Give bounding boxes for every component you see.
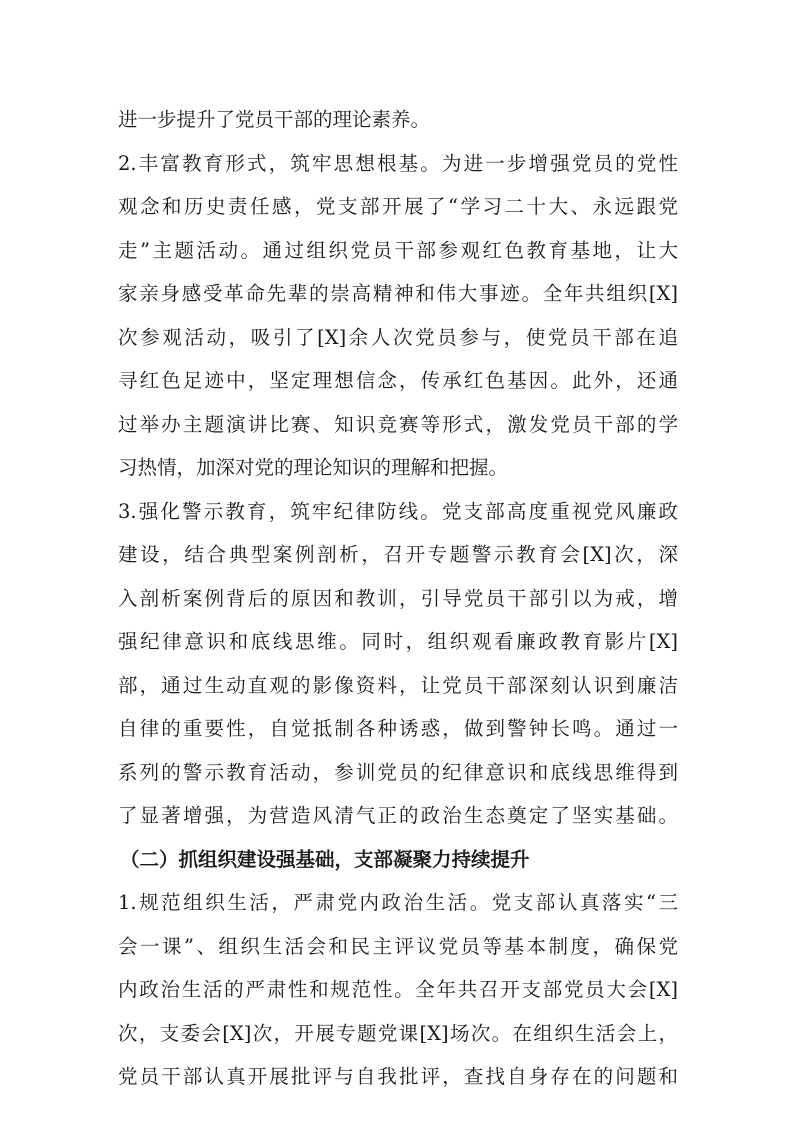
text-line: 党员干部认真开展批评与自我批评，查找自身存在的问题和 <box>118 1065 678 1088</box>
text-line: 寻红色足迹中，坚定理想信念，传承红色基因。此外，还通 <box>118 369 678 392</box>
text-line: 次，支委会[X]次，开展专题党课[X]场次。在组织生活会上， <box>118 1021 678 1045</box>
text-line: 建设，结合典型案例剖析，召开专题警示教育会[X]次，深 <box>118 543 678 566</box>
text-line: 过举办主题演讲比赛、知识竞赛等形式，激发党员干部的学 <box>118 412 678 436</box>
text-line: 内政治生活的严肃性和规范性。全年共召开支部党员大会[X] <box>118 978 678 1001</box>
text-line: 进一步提升了党员干部的理论素养。 <box>118 108 431 131</box>
text-line: 家亲身感受革命先辈的崇高精神和伟大事迹。全年共组织[X] <box>118 282 678 305</box>
text-line: 1.规范组织生活，严肃党内政治生活。党支部认真落实“三 <box>118 891 678 914</box>
section-heading: （二）抓组织建设强基础，支部凝聚力持续提升 <box>120 847 530 871</box>
text-line: 2.丰富教育形式，筑牢思想根基。为进一步增强党员的党性 <box>118 151 678 175</box>
text-line: 次参观活动，吸引了[X]余人次党员参与，使党员干部在追 <box>118 325 678 349</box>
text-line: 会一课”、组织生活会和民主评议党员等基本制度，确保党 <box>118 934 678 958</box>
text-line: 系列的警示教育活动，参训党员的纪律意识和底线思维得到 <box>118 760 678 784</box>
text-line: 走”主题活动。通过组织党员干部参观红色教育基地，让大 <box>118 238 678 262</box>
text-line: 3.强化警示教育，筑牢纪律防线。党支部高度重视党风廉政 <box>118 499 678 523</box>
text-line: 强纪律意识和底线思维。同时，组织观看廉政教育影片[X] <box>118 630 678 653</box>
text-line: 观念和历史责任感，党支部开展了“学习二十大、永远跟党 <box>118 195 678 218</box>
text-line: 部，通过生动直观的影像资料，让党员干部深刻认识到廉洁 <box>118 673 678 697</box>
text-line: 了显著增强，为营造风清气正的政治生态奠定了坚实基础。 <box>118 804 678 827</box>
text-line: 入剖析案例背后的原因和教训，引导党员干部引以为戒，增 <box>118 586 678 610</box>
text-line: 自律的重要性，自觉抵制各种诱惑，做到警钟长鸣。通过一 <box>118 717 678 740</box>
text-line: 习热情，加深对党的理论知识的理解和把握。 <box>118 456 509 479</box>
